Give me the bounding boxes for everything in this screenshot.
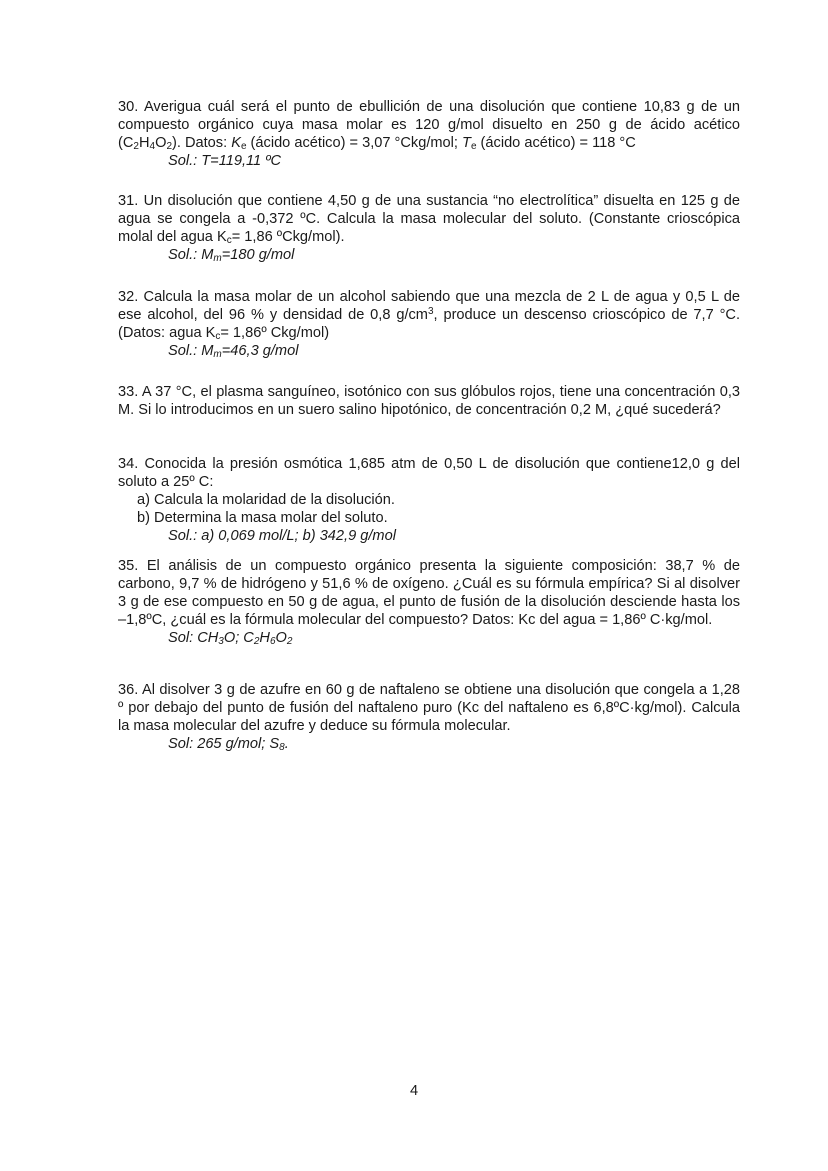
page-number: 4 (409, 1083, 419, 1099)
problem-31 (118, 192, 740, 264)
problem-33 (118, 383, 740, 419)
problem-number: 35. (118, 558, 139, 574)
problem-30-statement: 30. Averigua cuál será el punto de ebullición de una disolución que contiene 10,83 g de un compuesto orgánico cuya masa molar es 120 g/mol disuelto en 250 g de ácido acético $(C_2H_4O_2)$. Datos: $K_e$ (ácido acético) = 3,07 °Ckg/mol; $T_e$ (ácido acético) = 118 °C (118, 99, 741, 152)
problem-33-statement: 33. A 37 °C, el plasma sanguíneo, isotónico con sus glóbulos rojos, tiene una concentración 0,3 M. Si lo introducimos en un suero salino hipotónico, de concentración 0,2 M, ¿qué sucederá? (118, 384, 740, 418)
problem-36 (118, 681, 740, 753)
problem-number: 32. (118, 289, 139, 305)
problem-31-solution: Sol.: $M_m=180$ g/mol (168, 247, 295, 264)
problem-number: 31. (118, 193, 139, 209)
problem-number: 30. (118, 99, 139, 115)
problem-32-statement: 32. Calcula la masa molar de un alcohol sabiendo que una mezcla de 2 L de agua y 0,5 L de ese alcohol, del 96 % y densidad de 0,8 $g/cm^3$, produce un descenso crioscópico de 7,7 °C. (Datos: agua $K_c=$ 1,86º Ckg/mol) (118, 289, 741, 342)
problem-36-solution: Sol: 265 g/mol; $S_8$. (168, 736, 289, 753)
problem-34-option-a: a) Calcula la molaridad de la disolución. (137, 492, 395, 508)
problem-35-solution: Sol: $CH_3O$; $C_2H_6O_2$ (168, 630, 293, 647)
problem-34-option-b: b) Determina la masa molar del soluto. (137, 510, 388, 526)
problem-31-statement: 31. Un disolución que contiene 4,50 g de una sustancia “no electrolítica” disuelta en 125 g de agua se congela a -0,372 ºC. Calcula la masa molecular del soluto. (Constante crioscópica molal del agua $K_c= 1,86$ ºCkg/mol). (118, 193, 740, 246)
problem-34-statement: 34. Conocida la presión osmótica 1,685 atm de 0,50 L de disolución que contiene12,0 g del soluto a 25º C: (118, 456, 740, 490)
problem-number: 34. (118, 456, 139, 472)
problem-35 (118, 557, 740, 647)
problem-34-solution: Sol.: a) 0,069 mol/L; b) 342,9 g/mol (168, 528, 396, 544)
problem-35-statement: 35. El análisis de un compuesto orgánico presenta la siguiente composición: 38,7 % de carbono, 9,7 % de hidrógeno y 51,6 % de oxígeno. ¿Cuál es su fórmula empírica? Si al disolver 3 g de ese compuesto en 50 g de agua, el punto de fusión de la disolución desciende hasta los –1,8ºC, ¿cuál es la fórmula molecular del compuesto? Datos: Kc del agua = 1,86º C·kg/mol. (118, 558, 740, 628)
problem-number: 36. (118, 682, 139, 698)
problem-36-statement: 36. Al disolver 3 g de azufre en 60 g de naftaleno se obtiene una disolución que congela a 1,28 º por debajo del punto de fusión del naftaleno puro (Kc del naftaleno es 6,8ºC·kg/mol). Calcula la masa molecular del azufre y deduce su fórmula molecular. (118, 682, 741, 734)
problem-34 (118, 455, 740, 545)
problem-30-solution: Sol.: T=119,11 ºC (168, 153, 282, 169)
problem-32-solution: Sol.: $M_m=46,3$ g/mol (168, 343, 299, 360)
problem-30 (118, 98, 740, 170)
problem-number: 33. (118, 384, 139, 400)
problem-32 (118, 288, 740, 360)
